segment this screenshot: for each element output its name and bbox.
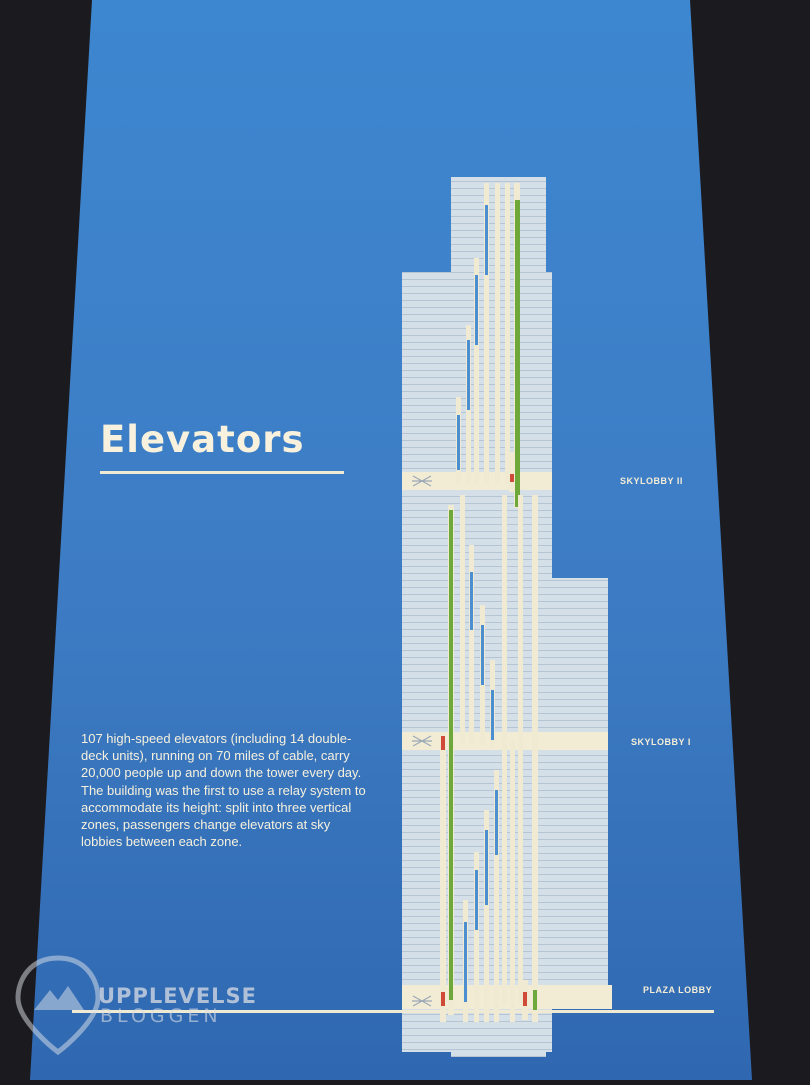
page-title: Elevators <box>100 418 305 461</box>
shuttle-car <box>510 474 514 482</box>
shaft <box>505 183 510 483</box>
express-shaft <box>533 990 537 1010</box>
express-shaft <box>449 510 453 1000</box>
shaft-car <box>485 830 488 905</box>
watermark-text-line1: UPPLEVELSE <box>98 984 258 1008</box>
shuttle-car <box>441 992 445 1006</box>
skylobby-1-label: SKYLOBBY I <box>631 737 691 747</box>
shaft-car <box>485 205 488 275</box>
shaft <box>509 452 515 492</box>
shaft <box>502 495 507 1005</box>
shaft-car <box>464 922 467 1002</box>
skylobby-2-label: SKYLOBBY II <box>620 476 683 486</box>
express-shaft <box>515 200 520 507</box>
shaft-car <box>495 790 498 855</box>
shaft <box>460 495 465 743</box>
panel-background <box>30 0 752 1080</box>
title-underline <box>100 471 344 474</box>
shaft-car <box>467 340 470 410</box>
shaft <box>495 183 500 483</box>
shuttle-car <box>441 736 445 750</box>
shaft <box>532 495 538 1022</box>
shaft-car <box>470 572 473 630</box>
shaft-car <box>491 690 494 740</box>
shaft-car <box>481 625 484 685</box>
shuttle-car <box>523 992 527 1006</box>
shaft-car <box>475 275 478 345</box>
watermark-text-line2: BLOGGEN <box>100 1005 222 1027</box>
shaft-car <box>457 415 460 470</box>
shaft <box>440 732 446 1022</box>
shaft-car <box>475 870 478 930</box>
shaft <box>510 740 515 1022</box>
plaza-lobby-label: PLAZA LOBBY <box>643 985 713 995</box>
description-text: 107 high-speed elevators (including 14 double-deck units), running on 70 miles of cable, carry 20,000 people up and down the tower every day. The building was the first to use a relay system to accommodate its height: split into three vertical zones, passengers change elevators at sky lobbies between each zone. <box>81 731 366 850</box>
shaft <box>518 495 523 1005</box>
